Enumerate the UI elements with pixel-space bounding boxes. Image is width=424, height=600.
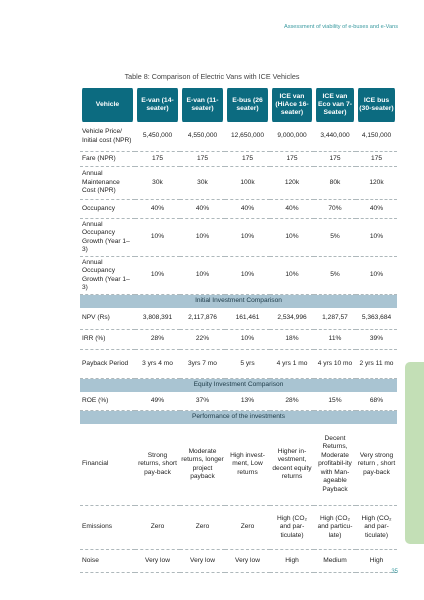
row-maintenance [80, 167, 397, 200]
cell: 175 [225, 152, 270, 167]
cell: High invest-ment, Low returns [225, 424, 270, 506]
cell: 3yrs 7 mo [180, 350, 225, 379]
cell: 175 [270, 152, 314, 167]
cell: 175 [180, 152, 225, 167]
table-caption: Table 8: Comparison of Electric Vans with ICE Vehicles [124, 72, 300, 81]
row-irr [80, 330, 397, 350]
cell: Decent Returns, Moderate profitabil-ity with Man-ageable Payback [314, 424, 356, 506]
cell-label: ROE (%) [80, 392, 135, 411]
cell: High (CO₂ and par-ticulate) [356, 506, 397, 550]
cell: 10% [180, 257, 225, 295]
cell: 30k [135, 167, 180, 200]
header-ice-eco: ICE van Eco van 7-Seater) [314, 88, 356, 122]
cell: 1,287,57 [314, 308, 356, 330]
header-evan-11: E-van (11-seater) [180, 88, 225, 122]
cell-label: Annual Maintenance Cost (NPR) [80, 167, 135, 200]
row-npv [80, 308, 397, 330]
header-vehicle: Vehicle [80, 88, 135, 122]
cell: 49% [135, 392, 180, 411]
cell: 175 [356, 152, 397, 167]
cell: 40% [225, 200, 270, 219]
cell-label: Emissions [80, 506, 135, 550]
cell: 10% [225, 219, 270, 257]
cell: 120k [356, 167, 397, 200]
cell: Very low [180, 550, 225, 573]
cell: 175 [314, 152, 356, 167]
cell: 40% [180, 200, 225, 219]
cell: 30k [180, 167, 225, 200]
row-price [80, 122, 397, 152]
cell-label: NPV (Rs) [80, 308, 135, 330]
cell: 22% [180, 330, 225, 350]
cell: 68% [356, 392, 397, 411]
cell: 4 yrs 10 mo [314, 350, 356, 379]
cell: 28% [135, 330, 180, 350]
cell: 18% [270, 330, 314, 350]
row-noise [80, 550, 397, 573]
cell: 161,461 [225, 308, 270, 330]
row-growth-2 [80, 257, 397, 295]
cell-label: Noise [80, 550, 135, 573]
cell: 10% [225, 257, 270, 295]
cell-label: Annual Occupancy Growth (Year 1–3) [80, 219, 135, 257]
cell: 10% [270, 219, 314, 257]
cell: 9,000,000 [270, 122, 314, 152]
cell: 39% [356, 330, 397, 350]
cell: 10% [225, 330, 270, 350]
cell: 5 yrs [225, 350, 270, 379]
cell: Very strong return , short pay-back [356, 424, 397, 506]
cell: 5,450,000 [135, 122, 180, 152]
cell-label: Annual Occupancy Growth (Year 1–3) [80, 257, 135, 295]
header-ice-bus: ICE bus (30-seater) [356, 88, 397, 122]
cell: 2,117,876 [180, 308, 225, 330]
cell-label: Occupancy [80, 200, 135, 219]
row-payback [80, 350, 397, 379]
cell: 5,363,684 [356, 308, 397, 330]
cell: Strong returns, short pay-back [135, 424, 180, 506]
cell: 10% [270, 257, 314, 295]
row-growth-1 [80, 219, 397, 257]
running-head: Assessment of viability of e-buses and e-Vans [283, 24, 398, 30]
cell: 120k [270, 167, 314, 200]
row-roe [80, 392, 397, 411]
cell: 3,808,391 [135, 308, 180, 330]
cell: 3 yrs 4 mo [135, 350, 180, 379]
cell: 4,150,000 [356, 122, 397, 152]
cell: 5% [314, 219, 356, 257]
cell: 40% [270, 200, 314, 219]
row-financial [80, 424, 397, 506]
header-evan-14: E-van (14-seater) [135, 88, 180, 122]
cell: 4,550,000 [180, 122, 225, 152]
cell-label: Vehicle Price/ Initial cost (NPR) [80, 122, 135, 152]
header-ebus-26: E-bus (26 seater) [225, 88, 270, 122]
cell-label: Fare (NPR) [80, 152, 135, 167]
row-fare [80, 152, 397, 167]
cell: 10% [180, 219, 225, 257]
cell: 10% [135, 219, 180, 257]
header-row [80, 88, 397, 122]
row-occupancy [80, 200, 397, 219]
cell: Medium [314, 550, 356, 573]
cell: 175 [135, 152, 180, 167]
section-performance [80, 411, 397, 424]
section-initial-investment [80, 295, 397, 308]
cell: 2,534,996 [270, 308, 314, 330]
page-number: 35 [391, 569, 398, 575]
cell: 10% [356, 257, 397, 295]
cell: 28% [270, 392, 314, 411]
cell: Zero [180, 506, 225, 550]
cell: 10% [135, 257, 180, 295]
side-tab-marker [405, 362, 424, 544]
cell: 70% [314, 200, 356, 219]
cell: Moderate returns, longer project payback [180, 424, 225, 506]
row-emissions [80, 506, 397, 550]
cell: High [356, 550, 397, 573]
cell: 3,440,000 [314, 122, 356, 152]
cell-label: IRR (%) [80, 330, 135, 350]
cell: Zero [135, 506, 180, 550]
cell: 11% [314, 330, 356, 350]
cell: 100k [225, 167, 270, 200]
cell-label: Financial [80, 424, 135, 506]
cell: 80k [314, 167, 356, 200]
cell: 12,650,000 [225, 122, 270, 152]
section-label: Initial Investment Comparison [80, 295, 397, 308]
cell: High [270, 550, 314, 573]
cell: 2 yrs 11 mo [356, 350, 397, 379]
cell: 5% [314, 257, 356, 295]
header-ice-hiace: ICE van (HiAce 16-seater) [270, 88, 314, 122]
cell: Higher in-vestment, decent equity returns [270, 424, 314, 506]
cell: Very low [135, 550, 180, 573]
cell: High (CO₂ and par-ticulate) [270, 506, 314, 550]
comparison-table [80, 88, 397, 573]
cell: 40% [135, 200, 180, 219]
cell: 13% [225, 392, 270, 411]
cell-label: Payback Period [80, 350, 135, 379]
cell: High (CO₂ and particu-late) [314, 506, 356, 550]
cell: 10% [356, 219, 397, 257]
cell: 4 yrs 1 mo [270, 350, 314, 379]
cell: Zero [225, 506, 270, 550]
section-label: Equity Investment Comparison [80, 379, 397, 392]
section-label: Performance of the investments [80, 411, 397, 424]
section-equity-investment [80, 379, 397, 392]
cell: 40% [356, 200, 397, 219]
cell: 37% [180, 392, 225, 411]
cell: 15% [314, 392, 356, 411]
cell: Very low [225, 550, 270, 573]
